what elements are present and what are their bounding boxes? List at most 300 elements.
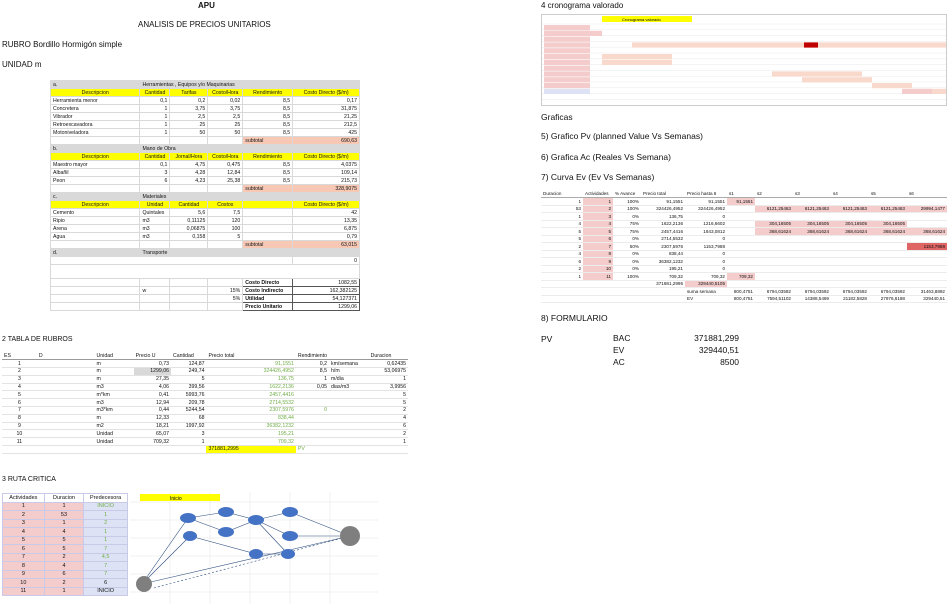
table-cell: 7: [84, 545, 128, 554]
column-header: Cantidad: [140, 153, 170, 161]
table-cell: 1: [369, 375, 408, 383]
table-cell: 3,75: [208, 105, 243, 113]
table-cell: 209,78: [171, 399, 206, 407]
table-cell: [907, 273, 947, 281]
table-cell: 0,41: [134, 391, 171, 399]
column-header: D: [37, 352, 95, 360]
column-header: Descripcion: [51, 89, 140, 97]
table-cell: 324426,4952: [206, 368, 295, 376]
table-cell: 5: [541, 235, 583, 243]
ev-value: 27976,6188: [869, 295, 907, 303]
table-cell: Cemento: [51, 209, 140, 217]
tabla-title: 2 TABLA DE RUBROS: [2, 336, 73, 343]
table-cell: 100%: [613, 273, 641, 281]
table-cell: Motoniveladora: [51, 129, 140, 137]
table-header: [541, 190, 947, 198]
column-header: Unidad: [140, 201, 170, 209]
table-cell: [831, 250, 869, 258]
table-cell: [793, 243, 831, 251]
table-cell: [37, 414, 95, 422]
table-cell: [755, 265, 793, 273]
table-cell: 4: [44, 562, 84, 571]
table-cell: 10: [583, 265, 613, 273]
table-cell: 75%: [613, 228, 641, 236]
table-cell: m: [95, 414, 134, 422]
table-cell: 10: [3, 579, 45, 588]
table-cell: 368,61624: [869, 228, 907, 236]
table-cell: 9: [3, 570, 45, 579]
marker: w: [140, 287, 170, 295]
table-cell: [755, 243, 793, 251]
column-header: Precio hasta 6: [685, 190, 727, 198]
table-cell: 91,1551: [641, 198, 685, 206]
ev-row: [541, 295, 947, 303]
rubro-label: RUBRO Bordillo Hormigón simple: [2, 40, 123, 49]
column-header: Precio total: [206, 352, 295, 360]
table-cell: 3: [3, 519, 45, 528]
table-row: [541, 228, 947, 236]
table-cell: [243, 209, 293, 217]
table-cell: 0,17: [293, 97, 360, 105]
table-cell: 6: [541, 258, 583, 266]
table-cell: 6,875: [293, 225, 360, 233]
node-4: [218, 507, 234, 517]
table-cell: [727, 243, 755, 251]
table-cell: 324426,4952: [685, 205, 727, 213]
total-value: 1082,55: [293, 279, 360, 287]
table-row: [3, 536, 128, 545]
table-cell: m3: [140, 225, 170, 233]
start-node: [136, 576, 152, 592]
table-cell: 6: [44, 570, 84, 579]
apu-subtitle: ANALISIS DE PRECIOS UNITARIOS: [138, 20, 271, 29]
table-row: [2, 399, 408, 407]
table-cell: 324426,4952: [641, 205, 685, 213]
table-cell: [727, 228, 755, 236]
table-cell: 136,75: [206, 375, 295, 383]
blank: [541, 288, 583, 296]
table-cell: 0: [685, 213, 727, 221]
ev-value: 21182,5828: [831, 295, 869, 303]
table-cell: [37, 438, 95, 446]
table-row: [541, 273, 947, 281]
total-value: 1299,06: [293, 303, 360, 311]
suma-value: 6794,03592: [793, 288, 831, 296]
table-cell: 368,61624: [831, 228, 869, 236]
node-8: [282, 507, 298, 517]
table-cell: [727, 250, 755, 258]
subtotal-row: subtotal 328,9075: [51, 185, 360, 193]
table-cell: 68: [171, 414, 206, 422]
table-cell: [243, 233, 293, 241]
table-cell: [37, 360, 95, 368]
section-header: b. Mano de Obra: [51, 145, 360, 153]
total-value: 54,127371: [293, 295, 360, 303]
table-cell: 31,875: [293, 105, 360, 113]
table-cell: 2457,4416: [641, 228, 685, 236]
blank: [641, 295, 685, 303]
table-cell: 0: [685, 235, 727, 243]
transporte-value: 0: [293, 257, 360, 265]
table-cell: 0%: [613, 265, 641, 273]
table-cell: 1: [44, 587, 84, 596]
table-cell: [37, 375, 95, 383]
sum-row: 371881,2995 329440,5105: [541, 280, 947, 288]
table-cell: 368,61624: [907, 228, 947, 236]
table-cell: 0,158: [170, 233, 208, 241]
table-cell: 1: [84, 536, 128, 545]
section-header: d. Transporte: [51, 249, 360, 257]
table-cell: [37, 383, 95, 391]
graficas-title: Graficas: [541, 112, 573, 122]
column-header: Unidad: [95, 352, 134, 360]
table-cell: [37, 368, 95, 376]
table-cell: [329, 414, 369, 422]
table-cell: 1843,0812: [685, 228, 727, 236]
table-cell: [755, 198, 793, 206]
table-row: [51, 113, 360, 121]
table-cell: 8,5: [243, 169, 293, 177]
table-cell: 2: [541, 243, 583, 251]
table-cell: 0,475: [208, 161, 243, 169]
table-cell: m3*km: [95, 407, 134, 415]
table-cell: 8,5: [243, 113, 293, 121]
diagram-start-label: Inicio: [170, 496, 182, 502]
table-header: [3, 494, 128, 503]
table-cell: [727, 258, 755, 266]
table-cell: 7: [3, 553, 45, 562]
table-cell: 9: [583, 258, 613, 266]
table-cell: 75%: [613, 220, 641, 228]
table-cell: 1: [369, 438, 408, 446]
table-cell: 212,5: [293, 121, 360, 129]
table-row: [541, 265, 947, 273]
table-cell: 1: [171, 438, 206, 446]
table-cell: 368,61624: [793, 228, 831, 236]
table-cell: 304,16505: [831, 220, 869, 228]
table-cell: [755, 273, 793, 281]
suma-value: 6794,03592: [831, 288, 869, 296]
table-cell: m3: [140, 233, 170, 241]
table-cell: 120: [208, 217, 243, 225]
table-cell: [831, 198, 869, 206]
total-row: [2, 446, 408, 454]
table-cell: 91,1551: [727, 198, 755, 206]
table-cell: 2: [2, 368, 37, 376]
table-cell: 7: [84, 562, 128, 571]
table-cell: 8,5: [296, 368, 329, 376]
table-cell: 124,87: [171, 360, 206, 368]
suma-value: 6794,03592: [755, 288, 793, 296]
table-cell: 0,73: [134, 360, 171, 368]
ruta-table: [2, 493, 128, 596]
table-cell: 0,05: [296, 383, 329, 391]
table-cell: m3: [140, 217, 170, 225]
table-cell: [869, 250, 907, 258]
suma-semana-row: [541, 288, 947, 296]
column-header: Costo Directo ($/m): [293, 201, 360, 209]
table-cell: 1622,2136: [641, 220, 685, 228]
table-cell: 8,5: [243, 177, 293, 185]
total-row: [51, 279, 360, 287]
table-cell: INICIO: [84, 502, 128, 511]
table-cell: 25,38: [208, 177, 243, 185]
table-cell: 1: [3, 502, 45, 511]
table-cell: 8,5: [243, 105, 293, 113]
table-cell: 2714,5532: [206, 399, 295, 407]
table-cell: Agua: [51, 233, 140, 241]
column-header: Actividades: [583, 190, 613, 198]
table-cell: 2: [541, 265, 583, 273]
table-cell: 215,73: [293, 177, 360, 185]
table-cell: [727, 235, 755, 243]
table-cell: 7,5: [208, 209, 243, 217]
column-header: s5: [869, 190, 907, 198]
table-cell: 13,35: [293, 217, 360, 225]
table-cell: [37, 430, 95, 438]
cronograma-grid: [541, 14, 947, 106]
table-cell: 304,16505: [869, 220, 907, 228]
form-key: AC: [613, 357, 625, 367]
table-cell: 11: [3, 587, 45, 596]
table-cell: [793, 198, 831, 206]
table-cell: 1299,06: [134, 368, 171, 376]
table-cell: [727, 220, 755, 228]
column-header: Costo Directo ($/m): [293, 89, 360, 97]
suma-value: 31463,8892: [907, 288, 947, 296]
column-header: Costos: [208, 201, 243, 209]
table-cell: 6: [2, 399, 37, 407]
table-cell: 4: [2, 383, 37, 391]
table-row: [2, 391, 408, 399]
table-cell: 1: [140, 121, 170, 129]
table-row: [51, 169, 360, 177]
table-cell: 0: [685, 258, 727, 266]
table-cell: [296, 422, 329, 430]
table-cell: 3: [583, 213, 613, 221]
node-3: [183, 531, 197, 541]
table-cell: 8,5: [243, 129, 293, 137]
table-cell: [831, 273, 869, 281]
table-cell: 12,94: [134, 399, 171, 407]
table-cell: 6: [84, 579, 128, 588]
table-cell: [907, 250, 947, 258]
table-cell: 136,75: [641, 213, 685, 221]
table-row: [2, 430, 408, 438]
table-cell: 1: [84, 511, 128, 520]
table-row: [541, 220, 947, 228]
table-row: [3, 511, 128, 520]
blank: [51, 279, 140, 287]
table-cell: Ripio: [51, 217, 140, 225]
column-header: Precio U: [134, 352, 171, 360]
table-cell: [831, 243, 869, 251]
table-cell: [907, 235, 947, 243]
table-cell: 91,1551: [206, 360, 295, 368]
table-cell: [793, 273, 831, 281]
table-cell: 12,33: [134, 414, 171, 422]
column-header: [329, 352, 369, 360]
column-header: [243, 201, 293, 209]
table-cell: 53: [541, 205, 583, 213]
table-cell: 0: [685, 250, 727, 258]
ev-value: 7594,51102: [755, 295, 793, 303]
apu-table: [50, 80, 360, 311]
ev-value: 329440,51: [907, 295, 947, 303]
table-cell: km/semana: [329, 360, 369, 368]
table-cell: [755, 250, 793, 258]
table-cell: 8,5: [243, 97, 293, 105]
curva-table: [541, 190, 947, 303]
table-row: [3, 579, 128, 588]
table-cell: 1: [541, 213, 583, 221]
node-7: [248, 515, 264, 525]
blank: [51, 295, 140, 303]
table-row: [3, 502, 128, 511]
column-header: Cantidad: [171, 352, 206, 360]
table-cell: 2714,5532: [641, 235, 685, 243]
table-cell: Quintales: [140, 209, 170, 217]
column-header: Duracion: [541, 190, 583, 198]
total-row: [51, 295, 360, 303]
table-cell: 5244,54: [171, 407, 206, 415]
table-cell: 0,11125: [170, 217, 208, 225]
subtotal-row: subtotal 63,015: [51, 241, 360, 249]
total-value: 162,382125: [293, 287, 360, 295]
table-cell: 4: [541, 220, 583, 228]
table-cell: Retroexcavadora: [51, 121, 140, 129]
column-header: Rendimiento: [297, 352, 328, 359]
table-cell: m2: [95, 422, 134, 430]
table-cell: [727, 205, 755, 213]
table-cell: 2: [3, 511, 45, 520]
table-cell: 9: [2, 422, 37, 430]
table-cell: INICIO: [84, 587, 128, 596]
table-cell: 25: [170, 121, 208, 129]
column-header: s3: [793, 190, 831, 198]
table-cell: 2: [369, 407, 408, 415]
table-cell: 2,5: [170, 113, 208, 121]
form-row: [610, 332, 742, 344]
table-cell: [869, 258, 907, 266]
subtotal-row: subtotal 690,63: [51, 137, 360, 145]
unidad-label: UNIDAD m: [2, 60, 42, 69]
suma-label: suma semana: [685, 288, 727, 296]
blank: [541, 295, 583, 303]
table-row: [541, 258, 947, 266]
table-header: [51, 201, 360, 209]
pv-form-label: PV: [541, 334, 553, 344]
column-header: Rendimiento: [243, 153, 293, 161]
table-cell: Maestro mayor: [51, 161, 140, 169]
table-row: [2, 360, 408, 368]
table-row: [3, 545, 128, 554]
table-cell: Unidad: [95, 430, 134, 438]
marker: [140, 303, 170, 311]
table-cell: [329, 399, 369, 407]
column-header: % Avance: [613, 190, 641, 198]
blank: [583, 295, 613, 303]
table-cell: 36382,1232: [206, 422, 295, 430]
table-cell: 4,06: [134, 383, 171, 391]
table-row: [2, 414, 408, 422]
table-cell: 5: [2, 391, 37, 399]
rubros-table: [2, 352, 408, 454]
section-header: c. Materiales: [51, 193, 360, 201]
table-cell: 11: [583, 273, 613, 281]
table-cell: 100%: [613, 205, 641, 213]
table-cell: [793, 265, 831, 273]
table-cell: 4,28: [170, 169, 208, 177]
table-cell: 4: [44, 528, 84, 537]
table-cell: [831, 265, 869, 273]
table-cell: m: [95, 368, 134, 376]
table-cell: 0,06875: [170, 225, 208, 233]
table-cell: [37, 399, 95, 407]
blank: [170, 279, 208, 287]
table-cell: [296, 430, 329, 438]
table-cell: 0: [685, 265, 727, 273]
table-cell: 0%: [613, 250, 641, 258]
table-cell: 5: [369, 391, 408, 399]
form-value: 371881,299: [694, 333, 739, 343]
table-cell: 100: [208, 225, 243, 233]
table-cell: 0,79: [293, 233, 360, 241]
suma-value: 800,4751: [727, 288, 755, 296]
table-cell: 7: [583, 243, 613, 251]
column-header: Duracion: [44, 494, 84, 503]
table-cell: 4,5: [84, 553, 128, 562]
table-cell: 100%: [613, 198, 641, 206]
table-cell: 1: [140, 129, 170, 137]
table-cell: 5: [171, 375, 206, 383]
table-row: [541, 198, 947, 206]
cronograma-title: 4 cronograma valorado: [541, 1, 624, 10]
blank: [170, 287, 208, 295]
table-cell: 7: [2, 407, 37, 415]
column-header: Cantidad: [140, 89, 170, 97]
table-cell: 2: [44, 579, 84, 588]
pv-label: PV: [296, 446, 329, 454]
column-header: Costo/Hora: [208, 153, 243, 161]
total-label: Precio Unitario: [243, 303, 293, 311]
table-row: [51, 177, 360, 185]
marker: [140, 295, 170, 303]
table-cell: 6121,25463: [869, 205, 907, 213]
table-cell: 0,1: [140, 161, 170, 169]
table-cell: Concretera: [51, 105, 140, 113]
blank: [613, 288, 641, 296]
table-row: [51, 121, 360, 129]
table-cell: 368,61624: [755, 228, 793, 236]
table-cell: 42: [293, 209, 360, 217]
table-cell: 4,0375: [293, 161, 360, 169]
table-cell: [296, 399, 329, 407]
table-cell: 11: [2, 438, 37, 446]
form-row: [610, 356, 742, 368]
node-10: [281, 549, 295, 559]
table-cell: 2457,4416: [206, 391, 295, 399]
table-header: [51, 89, 360, 97]
table-cell: 4,75: [170, 161, 208, 169]
table-cell: [869, 273, 907, 281]
table-cell: 27,35: [134, 375, 171, 383]
table-cell: [329, 407, 369, 415]
table-cell: 3: [171, 430, 206, 438]
table-cell: 5: [44, 545, 84, 554]
column-header: Jornal/Hora: [170, 153, 208, 161]
blank: [170, 303, 208, 311]
